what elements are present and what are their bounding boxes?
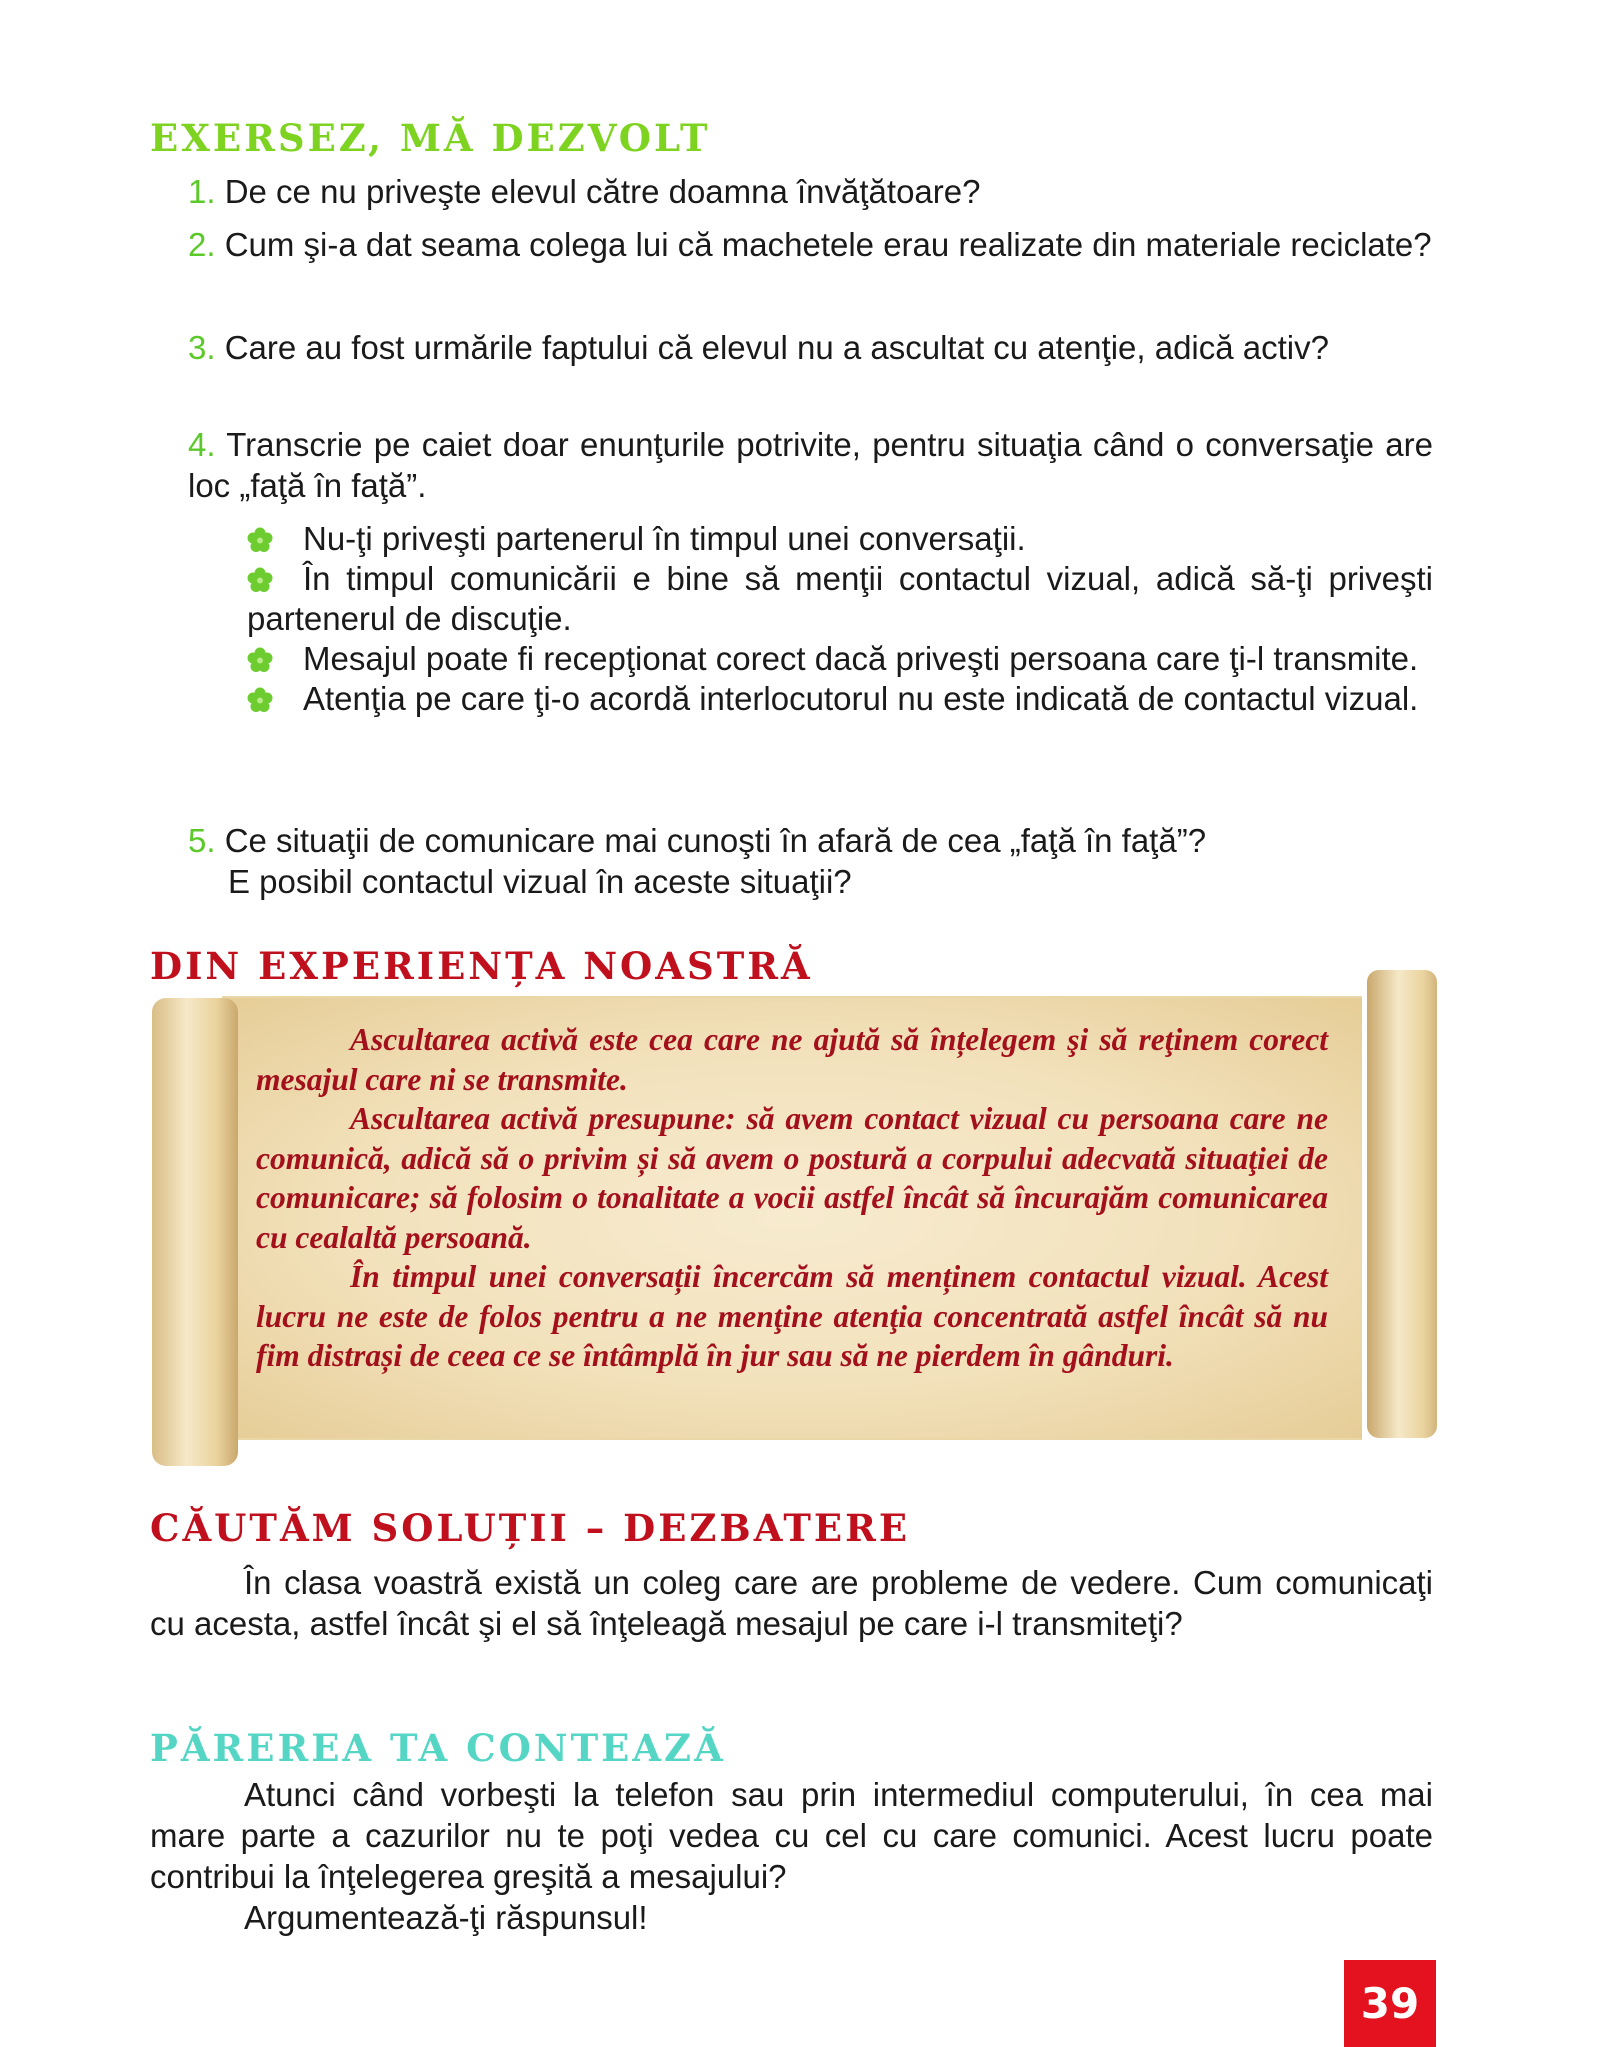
question-number: 1. <box>188 173 216 210</box>
question-number: 5. <box>188 822 216 859</box>
page-number-badge: 39 <box>1344 1960 1436 2047</box>
scroll-roll-left <box>152 998 238 1466</box>
question-text: Ce situaţii de comunicare mai cunoşti în afară de cea „faţă în faţă”? <box>224 822 1207 859</box>
question-number: 4. <box>188 426 216 463</box>
question-text-2: E posibil contactul vizual în aceste situaţii? <box>228 863 852 900</box>
question-3 <box>188 327 1433 368</box>
question-text: Cum şi-a dat seama colega lui că machetele erau realizate din materiale reciclate? <box>224 226 1432 263</box>
statement-item: În timpul comunicării e bine să menţii contactul vizual, adică să-ţi priveşti partenerul de discuţie. <box>247 560 1433 637</box>
question-5 <box>188 820 1433 902</box>
flower-bullet-icon <box>247 527 273 553</box>
question-2 <box>188 224 1433 265</box>
statement-item: Mesajul poate fi recepţionat corect dacă priveşti persoana care ţi-l transmite. <box>247 639 1433 679</box>
scroll-roll-right <box>1367 970 1437 1438</box>
question-number: 2. <box>188 226 216 263</box>
parchment-scroll <box>152 970 1437 1490</box>
flower-bullet-icon <box>247 567 273 593</box>
question-number: 3. <box>188 329 216 366</box>
scroll-paragraph: Ascultarea activă presupune: să avem contact vizual cu persoana care ne comunică, adică să o privim și să avem o postură a corpului adecvată situaţiei de comunicare; să folosim o tonalitate a vocii astfel încât să încurajăm comunicarea cu cealaltă persoană. <box>256 1101 1328 1255</box>
opinion-prompt: Argumentează-ţi răspunsul! <box>244 1899 648 1936</box>
flower-bullet-icon <box>247 687 273 713</box>
flower-bullet-icon <box>247 647 273 673</box>
question-1 <box>188 171 1433 212</box>
question-4 <box>188 424 1433 506</box>
question-text: Care au fost urmările faptului că elevul nu a ascultat cu atenţie, adică activ? <box>224 329 1329 366</box>
scroll-text <box>256 1020 1328 1376</box>
statement-item: Atenţia pe care ţi-o acordă interlocutorul nu este indicată de contactul vizual. <box>247 679 1433 719</box>
section-title-exersez: EXERSEZ, MĂ DEZVOLT <box>150 116 711 160</box>
question-text: Transcrie pe caiet doar enunţurile potrivite, pentru situaţia când o conversaţie are loc „faţă în faţă”. <box>188 426 1433 504</box>
statement-item: Nu-ţi priveşti partenerul în timpul unei conversaţii. <box>247 519 1433 559</box>
question-text: De ce nu priveşte elevul către doamna învăţătoare? <box>224 173 981 210</box>
statement-list <box>247 519 1433 719</box>
section-title-din-experienta: DIN EXPERIENȚA NOASTRĂ <box>150 944 813 988</box>
scroll-paragraph: În timpul unei conversații încercăm să menținem contactul vizual. Acest lucru ne este de folos pentru a ne menţine atenţia concentrată astfel încât să nu fim distrași de ceea ce se întâmplă în jur sau să ne pierdem în gânduri. <box>256 1259 1328 1373</box>
section-title-parerea-ta: PĂREREA TA CONTEAZĂ <box>150 1726 726 1770</box>
opinion-text: Atunci când vorbeşti la telefon sau prin intermediul computerului, în cea mai mare parte a cazurilor nu te poţi vedea cu cel cu care comunici. Acest lucru poate contribui la înţelegerea greşită a mesajului? Argumentează-ţi răspunsul! <box>150 1776 1433 1936</box>
scroll-paragraph: Ascultarea activă este cea care ne ajută să înțelegem şi să reţinem corect mesajul care ni se transmite. <box>256 1022 1328 1097</box>
section-title-cautam-solutii: CĂUTĂM SOLUȚII – DEZBATERE <box>150 1506 911 1550</box>
debate-text: În clasa voastră există un coleg care are probleme de vedere. Cum comunicaţi cu acesta, astfel încât şi el să înţeleagă mesajul pe care i-l transmiteţi? <box>150 1564 1433 1642</box>
